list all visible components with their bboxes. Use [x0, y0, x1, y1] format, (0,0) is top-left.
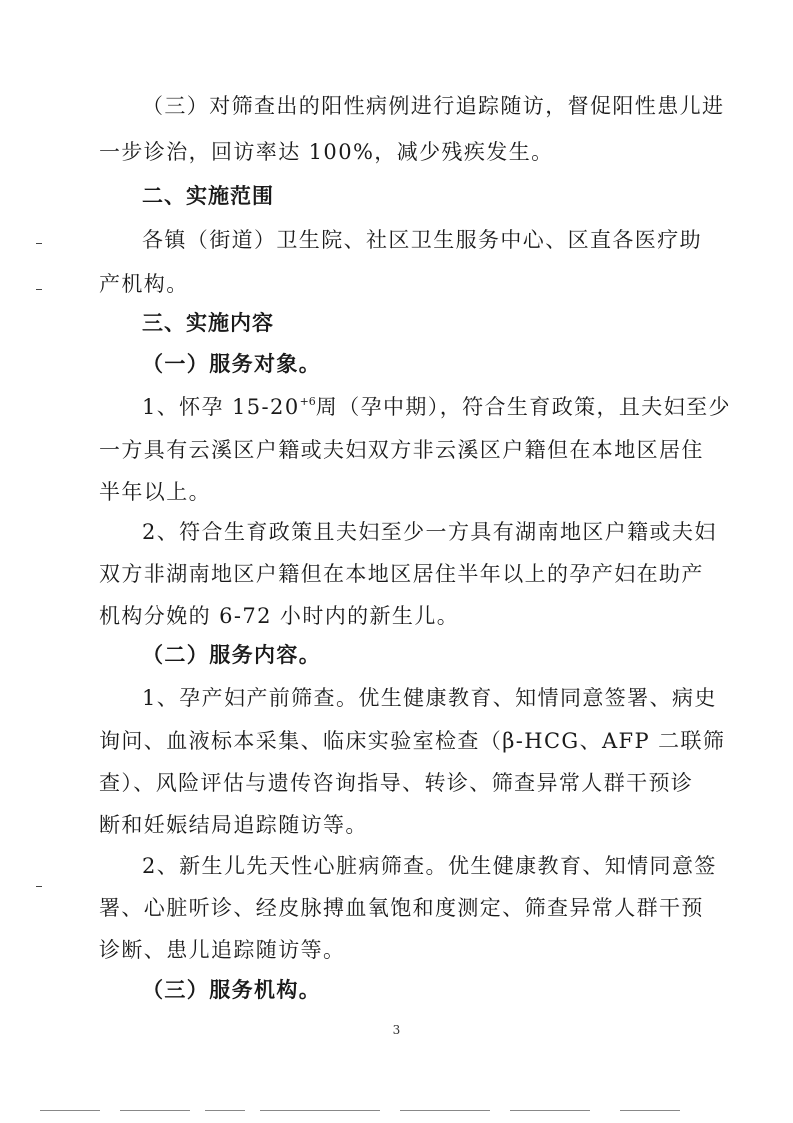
paragraph-target-2-line-1: 2、符合生育政策且夫妇至少一方具有湖南地区户籍或夫妇	[142, 520, 717, 544]
paragraph-followup-line-1: （三）对筛查出的阳性病例进行追踪随访，督促阳性患儿进	[142, 94, 725, 118]
paragraph-content-1-line-4: 断和妊娠结局追踪随访等。	[99, 813, 368, 837]
subsection-heading-service-target: （一）服务对象。	[142, 351, 322, 376]
section-heading-scope: 二、实施范围	[142, 184, 274, 208]
paragraph-scope-line-1: 各镇（街道）卫生院、社区卫生服务中心、区直各医疗助	[142, 228, 702, 252]
subsection-heading-service-institutions: （三）服务机构。	[142, 977, 322, 1002]
paragraph-target-2-line-2: 双方非湖南地区户籍但在本地区居住半年以上的孕产妇在助产	[99, 562, 704, 586]
paragraph-content-2-line-3: 诊断、患儿追踪随访等。	[99, 938, 346, 962]
scan-artifact-line	[400, 1110, 490, 1111]
paragraph-content-2-line-1: 2、新生儿先天性心脏病筛查。优生健康教育、知情同意签	[142, 854, 717, 878]
paragraph-followup-line-2: 一步诊治，回访率达 100%，减少残疾发生。	[99, 140, 554, 164]
paragraph-content-1-line-1: 1、孕产妇产前筛查。优生健康教育、知情同意签署、病史	[142, 686, 717, 710]
scan-artifact-line	[120, 1110, 190, 1111]
subsection-heading-service-content: （二）服务内容。	[142, 642, 322, 667]
paragraph-scope-line-2: 产机构。	[99, 272, 189, 296]
scan-artifact-line	[510, 1110, 590, 1111]
target-1-rest-text: 周（孕中期），符合生育政策，且夫妇至少	[315, 395, 731, 419]
page-number: 3	[392, 1023, 401, 1037]
scan-artifact-line	[205, 1110, 245, 1111]
margin-mark	[36, 243, 42, 244]
margin-mark	[36, 886, 42, 887]
scan-artifact-line	[260, 1110, 380, 1111]
paragraph-target-1-line-3: 半年以上。	[99, 480, 211, 504]
margin-mark	[36, 289, 42, 290]
gestation-superscript: +6	[299, 395, 316, 408]
paragraph-content-2-line-2: 署、心脏听诊、经皮脉搏血氧饱和度测定、筛查异常人群干预	[99, 896, 704, 920]
scan-artifact-line	[620, 1110, 680, 1111]
paragraph-content-1-line-2: 询问、血液标本采集、临床实验室检查（β-HCG、AFP 二联筛	[99, 729, 726, 753]
paragraph-target-1-line-2: 一方具有云溪区户籍或夫妇双方非云溪区户籍但在本地区居住	[99, 438, 704, 462]
paragraph-target-2-line-3: 机构分娩的 6-72 小时内的新生儿。	[99, 604, 460, 628]
paragraph-content-1-line-3: 查）、风险评估与遗传咨询指导、转诊、筛查异常人群干预诊	[99, 771, 694, 795]
section-heading-content: 三、实施内容	[142, 311, 274, 335]
paragraph-target-1-line-1	[142, 393, 742, 421]
target-1-lead-text: 1、怀孕 15-20	[142, 395, 300, 419]
scan-artifact-line	[40, 1110, 100, 1111]
